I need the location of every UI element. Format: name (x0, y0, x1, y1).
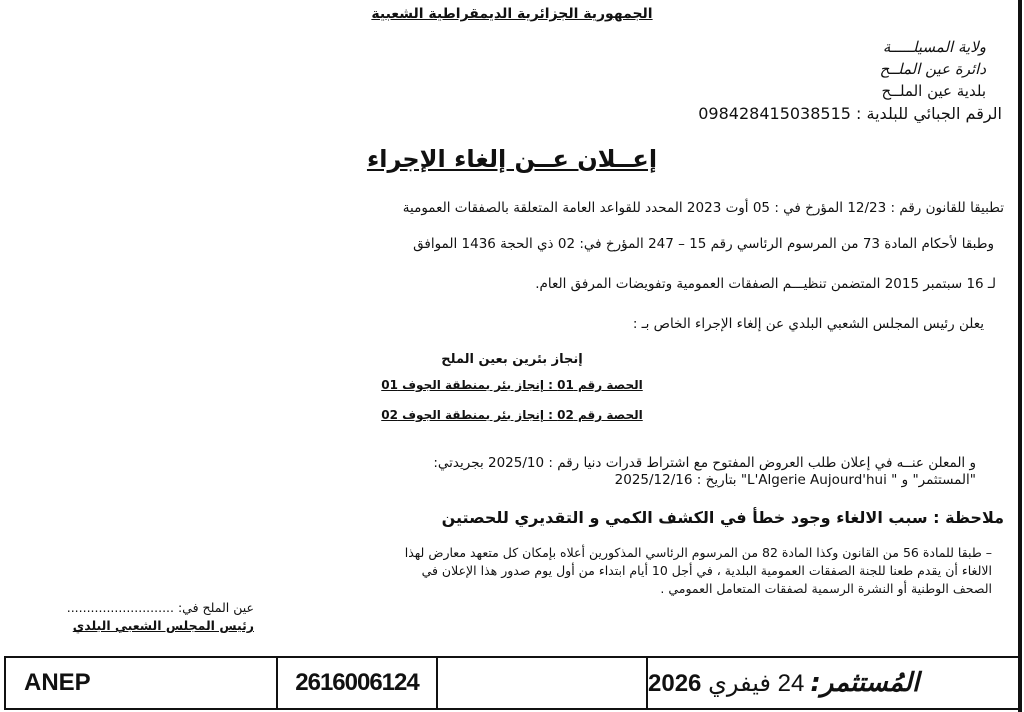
reference-number: 2616006124 (278, 658, 438, 708)
publication-day-month: 24 فيفري (708, 669, 805, 697)
announcement-line-1: و المعلن عنــه في إعلان طلب العروض المفتوح مع اشتراط قدرات دنيا رقم : 2025/10 بجريدتي: (433, 455, 976, 471)
note-bullet-line-1: – طبقا للمادة 56 من القانون وكذا المادة 82 من المرسوم الرئاسي المذكورين أعلاه بإمكان كل متعهد معارض لهذا (404, 545, 992, 560)
newspaper-logo: المُستثمر: (810, 668, 920, 698)
announcement-line-2: "المستثمر" و " L'Algerie Aujourd'hui" بتاريخ : 2025/12/16 (614, 472, 976, 488)
paragraph-decree: وطبقا لأحكام المادة 73 من المرسوم الرئاسي رقم 15 – 247 المؤرخ في: 02 ذي الحجة 1436 الموافق (413, 236, 994, 252)
notice-title: إعــلان عــن إلغاء الإجراء (366, 145, 658, 173)
note-bullet-line-3: الصحف الوطنية أو النشرة الرسمية لصفقات المتعامل العمومي . (660, 581, 992, 596)
footer-spacer (438, 658, 648, 708)
publication-date (648, 669, 804, 698)
note-bullet-line-2: الالغاء أن يقدم طعنا للجنة الصفقات العمومية البلدية ، في أجل 10 أيام ابتداء من أول يوم صدور هذا الإعلان في (421, 563, 992, 578)
project-name: إنجاز بئرين بعين الملح (441, 352, 583, 367)
signature-place: عين الملح في: ........................... (66, 600, 254, 615)
paragraph-date: لـ 16 سبتمبر 2015 المتضمن تنظيـــم الصفقات العمومية وتفويضات المرفق العام. (535, 276, 996, 292)
signature-title: رئيس المجلس الشعبي البلدي (72, 618, 254, 633)
footer-bar (4, 656, 1020, 710)
publication-info (648, 658, 1018, 708)
agency-label: ANEP (6, 658, 278, 708)
paragraph-announce: يعلن رئيس المجلس الشعبي البلدي عن إلغاء الإجراء الخاص بـ : (632, 316, 984, 332)
lot-2: الحصة رقم 02 : إنجاز بئر بمنطقة الجوف 02 (381, 408, 643, 422)
daira-label: دائرة عين الملــح (879, 60, 986, 78)
note-title: ملاحظة : سبب الالغاء وجود خطأ في الكشف الكمي و التقديري للحصتين (441, 508, 1004, 527)
republic-header: الجمهورية الجزائرية الديمقراطية الشعبية (371, 6, 653, 22)
wilaya-label: ولاية المسيلـــــة (882, 38, 986, 56)
lot-1: الحصة رقم 01 : إنجاز بئر بمنطقة الجوف 01 (381, 378, 643, 392)
scan-edge (1018, 0, 1022, 712)
paragraph-law: تطبيقا للقانون رقم : 12/23 المؤرخ في : 05 أوت 2023 المحدد للقواعد العامة المتعلقة بالصفقات العمومية (402, 200, 1004, 216)
commune-label: بلدية عين الملــح (881, 82, 986, 100)
publication-year: 2026 (648, 669, 702, 697)
tax-id: الرقم الجبائي للبلدية : 098428415038515 (698, 104, 1002, 123)
